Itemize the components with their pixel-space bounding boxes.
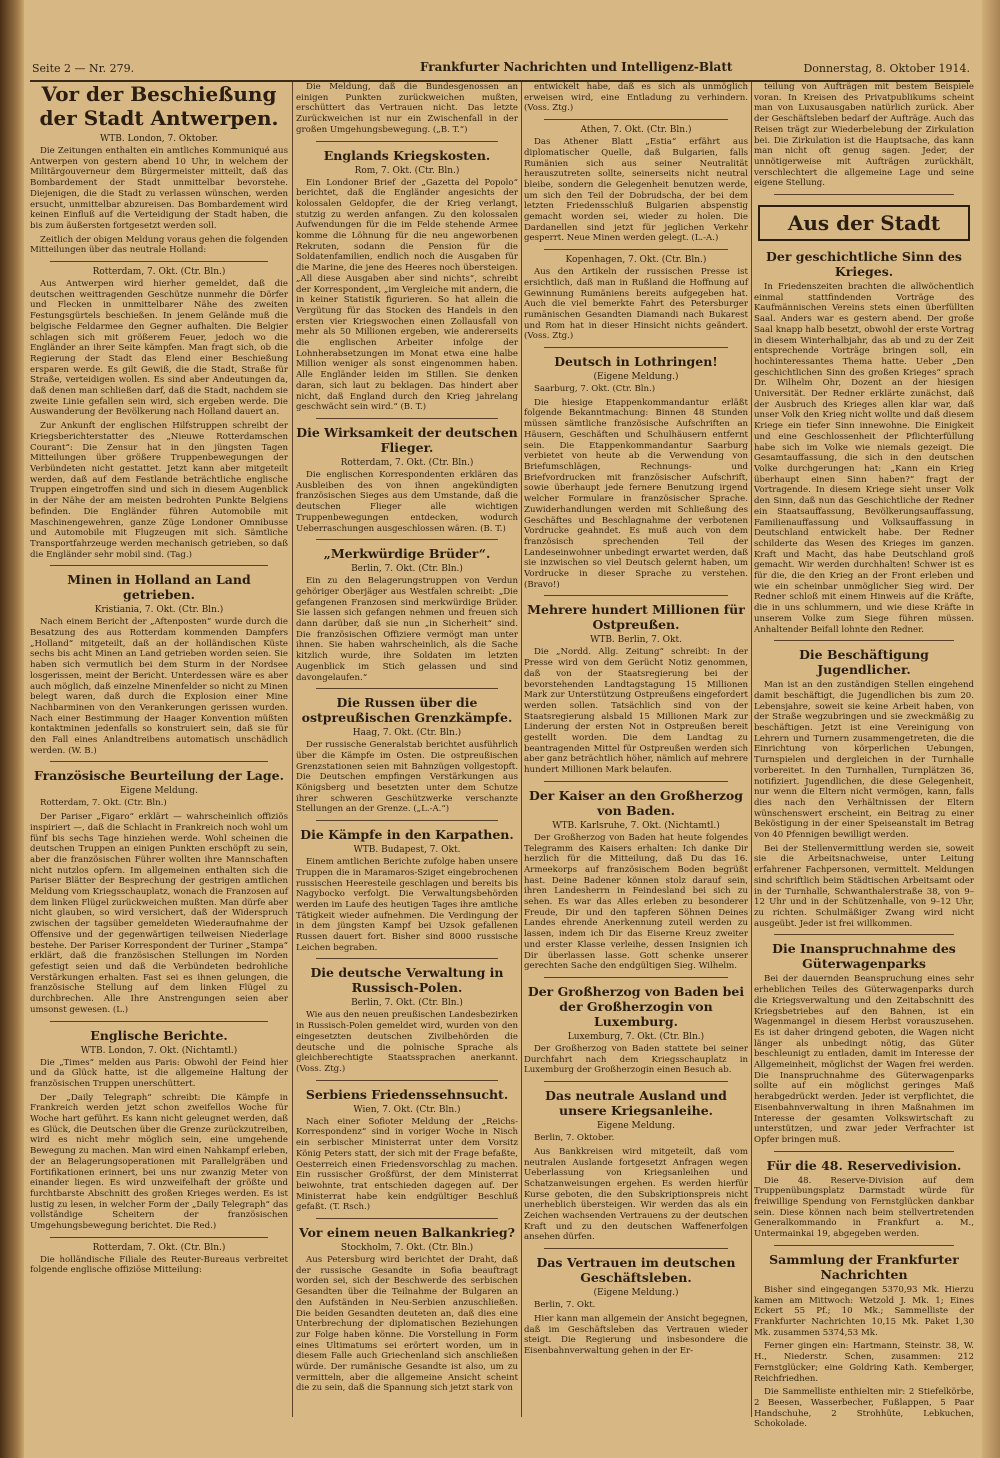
article-separator [316,688,498,689]
column-rule [292,82,293,1417]
article-paragraph: Berlin, 7. Oktober. [534,1133,615,1144]
section-heading: Aus der Stadt [758,205,970,241]
article-headline: Für die 48. Reservedivision. [766,1157,962,1173]
article-dateline: Berlin, 7. Okt. (Ctr. Bln.) [351,998,463,1009]
article-dateline: Luxemburg, 7. Okt. (Ctr. Bln.) [567,1032,705,1042]
article-paragraph: Nach einer Sofioter Meldung der „Reichs-Korrespondenz“ sind in voriger Woche in Nisch ein serbischer Ministerrat unter dem Vorsitz König Peters statt, der sich mit der Frage befaßte, Oesterreich einen Friedensvorschlag zu machen. Ein russischer Großfürst, der dem Ministerrat beiwohnte, trat entschieden dagegen auf. Der Ministerrat habe kein endgültiger Beschluß gefaßt. (T. Rsch.) [296,1116,518,1213]
article-paragraph: Aus Bankkreisen wird mitgeteilt, daß vom neutralen Auslande fortgesetzt Anfragen wegen Ueberlassung von Kriegsanleihen und Schatzanweisungen ergehen. Es werden hierfür Kurse geboten, die den Subskriptionspreis nicht unerheblich übersteigen. Wir werden das als ein Zeichen wachsenden Vertrauens zu der deutschen Kraft und zu den deutschen Waffenerfolgen ansehen dürfen. [524,1146,748,1243]
article [296,1225,518,1394]
page-edge [982,0,1000,1458]
article-headline: Die Kämpfe in den Karpathen. [300,827,514,843]
article-separator [544,347,728,348]
article-separator [50,565,268,566]
article-headline: Vor der Beschießung der Stadt Antwerpen. [39,82,279,130]
article [524,125,748,244]
article-paragraph: Der „Daily Telegraph“ schreibt: Die Kämpfe in Frankreich werden jetzt schon zweifellos Woche für Woche hart geführt. Es kann nicht geleugnet werden, daß es Glück, die Deutschen über die Grenze zurückzutreiben, wird es nicht mehr möglich sein, eine umgehende Bewegung zu machen. Man wird einen Nahkampf erleben, der an Belagerungsoperationen mit Parallelgräben und Fortifikationen erinnert, bei uns nur zwanzig Meter von einander liegen. Es wird unzweifelhaft der größte und furchtbarste Abschnitt des großen Krieges werden. Es ist lustig zu lesen, in welcher Form der „Daily Telegraph“ das vollständige Scheitern der französischen Umgehungsbewegung berichtet. Die Red.) [30,1092,288,1232]
article [754,249,974,635]
article-paragraph: Bei der Stellenvermittlung werden sie, soweit sie die Arbeitsnachweise, unter Leitung erfahrener Fachpersonen, vermittelt. Meldungen sind schriftlich beim Städtischen Arbeitsamt oder in der Turnhalle, Schwanthalerstraße 38, von 9–12 Uhr und in der Schützenhalle, von 9–12 Uhr, zu richten. Schulmäßiger Zwang wird nicht ausgeübt. Jeder ist frei willkommen. [754,843,974,929]
article-paragraph: Die „Nordd. Allg. Zeitung“ schreibt: In der Presse wird von dem Gerücht Notiz genommen, daß von der Staatsregierung bei der bevorstehenden Landtagstagung 15 Millionen Mark zur Unterstützung Ostpreußens eingefordert werden sollen. Tatsächlich sind von der Staatsregierung alsbald 15 Millionen Mark zur Linderung der ersten Not in Ostpreußen bereit gestellt worden. Die dem Landtag zu beantragenden Mittel für Ostpreußen werden sich aber ganz beträchtlich höher, nämlich auf mehrere hundert Millionen Mark belaufen. [524,647,748,776]
article-paragraph: In Friedenszeiten brachten die allwöchentlich einmal stattfindenden Vorträge des Kaufmännischen Vereins stets einen überfüllten Saal. Anders war es gestern abend. Der große Saal knapp halb besetzt, obwohl der erste Vortrag in diesem Winterhalbjahr, das ab und zu der Zeit entsprechende Vorträge bringen soll, ein hochinteressantes Thema hatte. Ueber „Den geschichtlichen Sinn des großen Krieges“ sprach Dr. Wilhelm Ohr, Dozent an der hiesigen Universität. Der Redner erklärte zunächst, daß der Ausbruch des Krieges allen klar war, daß unser Volk den Krieg nicht wollte und daß diesem Kriege ein tiefer Sinn innewohne. Die Einigkeit und eine Geschlossenheit der Pflichterfüllung habe sich im Volke wie niemals gezeigt. Die Gesamtauffassung, die sich in den deutschen Volke durchgerungen hat: „Kann ein Krieg überhaupt einen Sinn haben?“ fragt der Vortragende. In diesem Kriege sieht unser Volk den Sinn, daß nun das Geschichtliche der Redner ein Staatsauffassung, Bevölkerungsauffassung, Familienauffassung und Volksauffassung in Deutschland entwickelt habe. Der Redner schilderte das Wesen des Krieges im ganzen. Kraft und Macht, das habe Deutschland groß gemacht. Wir werden durchhalten! Schwer ist es für die, die den Krieg an der Front erleben und wie ein scheinbar unmöglicher Sieg wird. Der Redner schloß mit einem Hinweis auf die Kräfte, die in uns schlummern, und wie diese Kräfte in unserem Volke zum Siege führen müssen. Anhaltender Beifall lohnte den Redner. [754,282,974,635]
article-headline: Die Beschäftigung Jugendlicher. [799,647,929,678]
article-paragraph: Wie aus den neuen preußischen Landesbezirken in Russisch-Polen gemeldet wird, wurden von den eingesetzten deutschen Zivilbehörden die deutsche und die polnische Sprache als gleichberechtigte Staatssprachen anerkannt. (Voss. Ztg.) [296,1010,518,1074]
article-headline: Englands Kriegskosten. [323,147,491,163]
column-rule [521,82,522,1417]
page-number: Seite 2 — Nr. 279. [32,62,135,75]
article-headline: Sammlung der Frankfurter Nachrichten [769,1251,959,1282]
article [296,1087,518,1213]
article-paragraph: Aus den Artikeln der russischen Presse ist ersichtlich, daß man in Rußland die Hoffnung auf Gewinnung Rumäniens bereits aufgegeben hat. Auch die viel bemerkte Fahrt des Petersburger rumänischen Gesandten Diamandi nach Bukarest und Rom hat in dieser Hinsicht nichts geändert. (Voss. Ztg.) [524,267,748,342]
article-paragraph: Die Meldung, daß die Bundesgenossen an einigen Punkten zurückweichen mußten, erschüttert das Vertrauen nicht. Das letzte Zurückweichen ist nur ein Zwischenfall in der großen Umgehungsbewegung. („B. T.“) [296,82,518,135]
article [30,768,288,1015]
article [296,695,518,815]
column-2 [296,82,518,1422]
article-dateline: Stockholm, 7. Okt. (Ctr. Bln.) [340,1243,474,1254]
article-dateline: WTB. London, 7. Oktober. [99,134,219,144]
article-headline: Die Russen über die ostpreußischen Grenzkämpfe. [301,695,513,726]
article-paragraph: Die Sammelliste enthielten mir: 2 Stiefelkörbe, 2 Beesen, Wasserbecher, Fußlappen, 5 Paar Handschuhe, 2 Strohhüte, Lebkuchen, Schokolade. [754,1387,974,1430]
article [754,941,974,1145]
article-dateline: Rotterdam, 7. Okt. (Ctr. Bln.) [340,457,474,468]
article-separator [50,761,268,762]
article [30,82,288,256]
article-separator [544,249,728,250]
article-separator [544,1248,728,1249]
article-dateline: Athen, 7. Okt. (Ctr. Bln.) [580,125,692,136]
article-separator [50,1021,268,1022]
article-paragraph: Bei der dauernden Beanspruchung eines sehr erheblichen Teiles des Güterwagenparks durch die Kriegsverwaltung und den Zeitabschnitt des Kriegsbetriebes auf den Bahnen, ist ein Wagenmangel in diesem Herbst vorauszusehen. Es ist daher dringend geboten, die Wagen nicht länger als unbedingt nötig, das Güter beschleunigt zu entladen, damit im Interesse der Allgemeinheit, möglichst der Wagen frei werden. Die Inanspruchnahme des Güterwagenparks sollte auf ein möglichst geringes Maß herabgedrückt werden. Jeder ist verpflichtet, die Eisenbahnverwaltung in ihren Maßnahmen im Interesse der gesamten Volkswirtschaft zu unterstützen, und zwar jeder Verfrachter ist Opfer bringen muß. [754,974,974,1145]
article-paragraph: Die hiesige Etappenkommandantur erläßt folgende Bekanntmachung: Binnen 48 Stunden müssen sämtliche französische Aufschriften an Häusern, Geschäften und Schulhäusern entfernt sein. Die Etappenkommandantur Saarburg verbietet von heute ab die Verwendung von Briefumschlägen, Rechnungs- und Briefvordrucken mit französischer Aufschrift, sowie überhaupt jede fernere Benutzung irgend welcher Formulare in französischer Sprache. Zuwiderhandlungen werden mit Schließung des Geschäftes und Beschlagnahme der verbotenen Vordrucke geahndet. Es muß auch von dem französisch sprechenden Teil der Landeseinwohner unbedingt erwartet werden, daß sie inzwischen so viel Deutsch gelernt haben, um Vordrucke in dieser Sprache zu verstehen. (Bravo!) [524,397,748,590]
article-headline: Das Vertrauen im deutschen Geschäftsleben. [536,1255,736,1286]
article-paragraph: Der Pariser „Figaro“ erklärt — wahrscheinlich offiziös inspiriert —, daß die Schlacht in Frankreich noch wohl um fünf bis sechs Tage hinziehen werde. Wohl scheinen die deutschen Truppen an einigen Punkten erschöpft zu sein, aber die französischen Führer wollten ihre Mannschaften nicht nutzlos opfern. Im allgemeinen enthalten sich die Pariser Blätter der Besprechung der gestrigen amtlichen Meldung vom Kriegsschauplatz, wonach die Franzosen auf dem linken Flügel zurückweichen mußten. Man dürfe aber nicht glauben, so wird versichert, daß der Widerspruch zwischen der tagsüber gemeldeten Wiederaufnahme der Offensive und der gegenwärtigen teilweisen Niederlage bestehe. Der Pariser Korrespondent der Turiner „Stampa“ erklärt, daß die französischen Stellungen im Norden gefestigt seien und daß die Verbündeten bedrohliche Verstärkungen erhalten. Fast sei es ihnen gelungen, die französische Stellung auf dem linken Flügel zu durchbrechen. Alle Ihre Anstrengungen seien aber umsonst gewesen. (L.) [30,812,288,1015]
article-separator [544,977,728,978]
article-dateline: Kristiania, 7. Okt. (Ctr. Bln.) [94,605,224,616]
article-separator [50,1237,268,1238]
article [30,572,288,756]
article-headline: „Merkwürdige Brüder“. [323,546,491,562]
article [524,255,748,342]
article-paragraph: Die „Times“ melden aus Paris: Obwohl der Feind hier und da Glück hatte, ist die allgemeine Haltung der französischen Truppen unerschüttert. [30,1057,288,1089]
article [754,82,974,189]
article-headline: Minen in Holland an Land getrieben. [67,572,251,603]
column-4 [754,82,974,1430]
article-headline: Deutsch in Lothringen! [554,354,718,370]
article-paragraph: entwickelt habe, daß es sich als unmöglich erweisen wird, eine Entladung zu verhindern. (Voss. Ztg.) [524,82,748,114]
page-header [30,58,970,82]
article-paragraph: Nach einem Bericht der „Aftenposten“ wurde durch die Besatzung des aus Rotterdam kommenden Dampfers „Holland“ mitgeteilt, daß an der holländischen Küste sechs bis acht Minen an Land getrieben worden seien. Sie haben sich vermutlich bei dem Sturm in der Nordsee losgerissen, meint der Bericht. Unterdessen wäre es aber auch möglich, daß einzelne Minenfelder so nicht zu Minen belegt waren, daß durch die Explosion einer Mine Nachbarminen von den Verankerungen gerissen wurden. Nach einer Bestimmung der Haager Konvention müßten kontaktminen jedenfalls so konstruiert sein, daß sie für den Fall eines Anlandtreibens automatisch unschädlich werden. (W. B.) [30,617,288,756]
article-separator [544,119,728,120]
article [524,788,748,972]
article-headline: Französische Beurteilung der Lage. [34,768,284,784]
article-separator [544,781,728,782]
article-dateline: WTB. Berlin, 7. Okt. [590,635,682,646]
article-dateline: WTB. London, 7. Okt. (Nichtamtl.) [80,1045,238,1056]
book-spine [0,0,24,1458]
article-separator [316,958,498,959]
article-paragraph: Rotterdam, 7. Okt. (Ctr. Bln.) [40,798,167,809]
article [30,1243,288,1276]
article-paragraph: Der Großherzog von Baden hat heute folgendes Telegramm des Kaisers erhalten: Ich danke Dir herzlich für die Mitteilung, daß Du das 16. Armeekorps auf französischem Boden begrüßt hast. Deine Badener können stolz darauf sein, ihren Landesherrn in Feindesland bei sich zu sehen. Es war das Alles erleben zu besonderer Freude, Dir und den tapferen Söhnen Deines Landes ehrende Anerkennung zuteil werden zu lassen, indem ich Dir das Eiserne Kreuz zweiter und erster Klasse verleihe, dessen Insignien ich Dir überlassen lasse. Gott schenke unserer gerechten Sache den endgültigen Sieg. Wilhelm. [524,832,748,972]
column-rule [751,82,752,1417]
article-headline: Der Großherzog von Baden bei der Großherzogin von Luxemburg. [527,984,745,1029]
article-paragraph: Das Athener Blatt „Estia“ erfährt aus diplomatischer Quelle, daß Bulgarien, falls Rumänien sich aus seiner Neutralität herauszutreten sollte, seinerseits nicht neutral bleibe, sondern die Gelegenheit benutzen werde, um sich den Teil der Dobrudscha, der bei dem letzten Friedensschluß Bulgarien abspenstig gemacht worden sei, wieder zu holen. Die Dardanellen sind jetzt für jeglichen Verkehr gesperrt. Neue Minen werden gelegt. (L.-A.) [524,137,748,244]
article-headline: Das neutrale Ausland und unsere Kriegsanleihe. [545,1088,727,1119]
article-dateline: Kopenhagen, 7. Okt. (Ctr. Bln.) [565,255,707,266]
article-paragraph: Die holländische Filiale des Reuter-Bureaus verbreitet folgende englische offiziöse Mitteilung: [30,1254,288,1276]
article [524,354,748,590]
article-dateline: Rotterdam, 7. Okt. (Ctr. Bln.) [92,1242,226,1253]
article [754,647,974,929]
article-paragraph: Zeitlich der obigen Meldung voraus gehen die folgenden Mitteilungen über das neutrale Holland: [30,234,288,256]
article-paragraph: teilung von Aufträgen mit bestem Beispiele voran. In Kreisen des Privatpublikums scheint man von Luxusausgaben natürlich zurück. Aber der Geschäftsleben bedarf der Aufträge. Auch das Reisen trägt zur Wiederbelebung der Zirkulation bei. Die Zirkulation ist die Hauptsache, das kann man nicht oft genug sagen. Jeder, der unnötigerweise mit Aufträgen zurückhält, verschlechtert die allgemeine Lage und seine eigene Stellung. [754,82,974,189]
article-headline: Englische Berichte. [90,1027,228,1043]
article [296,827,518,953]
article-paragraph: Ein Londoner Brief der „Gazetta del Popolo“ berichtet, daß die Engländer angesichts der kolossalen Geldopfer, die der Krieg verlangt, stutzig zu werden anfangen. Zu den kolossalen Aufwendungen für die im Felde stehende Armee komme die Löhnung für die neu angeworbenen Rekruten, sodann die Pension für die Soldatenfamilien, endlich noch die Ausgaben für die Marine, die jene des Heeres noch übersteigen. „All diese Ausgaben aber sind nichts“, schreibt der Korrespondent, „im Vergleiche mit andern, die in keiner Statistik figurieren. So hat allein die Vergütung für das Stocken des Handels in den ersten vier Kriegswochen einen Zollausfall von mehr als 50 Millionen ergeben, wie andererseits die englischen Arbeiter infolge der Lohnherabsetzungen im Monat etwa eine halbe Million weniger als sonst eingenommen haben. Alle Engländer leiden im Stillen. Sie denken daran, sich laut zu beklagen. Das hindert aber nicht, daß England durch den Krieg jahrelang geschwächt sein wird.“ (B. T.) [296,177,518,413]
article-paragraph: Ein zu den Belagerungstruppen von Verdun gehöriger Oberjäger aus Westfalen schreibt: „Die gefangenen Franzosen sind merkwürdige Brüder. Sie lassen sich gefangen nehmen und freuen sich dann darüber, daß sie nun „in Sicherheit“ sind. Die französischen Offiziere vermögt man unter ihnen. Sie haben wahrscheinlich, als die Sache kitzlich wurde, ihre Soldaten im letzten Augenblick im Stich gelassen und sind davongelaufen.“ [296,576,518,683]
column-3 [524,82,748,1422]
article-paragraph: Hier kann man allgemein der Ansicht begegnen, daß im Geschäftsleben das Vertrauen wieder steigt. Die Regierung und insbesondere die Eisenbahnverwaltung gehen in der Er- [524,1313,748,1356]
article-headline: Mehrere hundert Millionen für Ostpreußen. [527,602,745,633]
article [30,1028,288,1232]
article-separator [316,1080,498,1081]
article-dateline: Haag, 7. Okt. (Ctr. Bln.) [352,728,462,739]
article-paragraph: Man ist an den zuständigen Stellen eingehend damit beschäftigt, die Jugendlichen bis zum 20. Lebensjahre, soweit sie keine Arbeit haben, von der Straße wegzubringen und sie zweckmäßig zu beschäftigen. Jetzt ist eine Vereinigung von Lehrern und Turnern zusammengetreten, die die Einrichtung von körperlichen Uebungen, Turnspielen und dergleichen in der Turnhalle vorbereitet. In den Turnhallen, Turnplätzen 36, notifiziert. Jugendlichen, die diese Gelegenheit, nur wenn die Eltern nicht vermögen, kann, falls dies nach den Verhältnissen der Eltern wünschenswert erscheint, ein Beitrag zu einer Beköstigung in der einer Speiseanstalt im Betrag von 40 Pfennigen bewilligt werden. [754,680,974,841]
article-paragraph: Aus Antwerpen wird hierher gemeldet, daß die deutschen weittragenden Geschütze nunmehr die Dörfer und Flecken in unmittelbarer Nähe des zweiten Festungsgürtels beschießen. In jenem Gelände muß die belgische Feldarmee den Gegner aufhalten. Die Belgier schlagen sich mit größerem Feuer, jedoch wo die Engländer an ihrer Seite kämpfen. Man fragt sich, ob die Regierung der Stadt das Elend einer Beschießung ersparen werde. Es gilt Gewiß, die die Stadt, Straße für Straße, verteidigen wollen. Es sind aber Andeutungen da, daß denen man schließen darf, daß die Stadt, nachdem sie zweite Linie gefallen sein wird, sich ergeben werde. Die Auswanderung der Bevölkerung nach Holland dauert an. [30,279,288,418]
article-separator [774,1245,954,1246]
article-separator [316,1218,498,1219]
article-paragraph: Ferner gingen ein: Hartmann, Steinstr. 38, W. H., Niederstr. Schen, zusammen: 212 Fernstglücker; eine Goldring Kath. Kemberger, Reichfriedhen. [754,1341,974,1384]
article-separator [316,418,498,419]
article [296,148,518,413]
article [296,425,518,534]
article-separator [316,820,498,821]
article-paragraph: Bisher sind eingegangen 5370,93 Mk. Hierzu kamen am Mittwoch: Wetzold J. Mk. 1; Eines Eckert 55 Pf.; 10 Mk.; Sammelliste der Frankfurter Nachrichten 10,15 Mk. Paket 1,30 Mk. zusammen 5374,53 Mk. [754,1284,974,1338]
article-separator [774,1151,954,1152]
article-separator [544,595,728,596]
article-headline: Der geschichtliche Sinn des Krieges. [766,249,962,280]
article-dateline: Rotterdam, 7. Okt. (Ctr. Bln.) [92,267,226,278]
article-paragraph: Berlin, 7. Okt. [534,1300,596,1311]
article [296,82,518,136]
article-separator [774,194,954,195]
masthead: Frankfurter Nachrichten und Intelligenz-Blatt [420,60,733,74]
article-headline: Serbiens Friedenssehnsucht. [305,1086,509,1102]
article-paragraph: Zur Ankunft der englischen Hilfstruppen schreibt der Kriegsberichterstatter des „Nieuwe Rotterdamschen Courant“: Die Zensur hat in den jüngsten Tagen Mitteilungen über größere Truppenbewegungen der Verbündeten nicht gestattet. Jetzt kann aber mitgeteilt werden, daß auf dem Festlande beträchtliche englische Truppen eingetroffen sind und sich in diesem Augenblick in der Nähe der am meisten bedrohten Punkte Belgiens befinden. Die Engländer führen Automobile mit Maschinengewehren, ganze Züge Londoner Omnibusse und Automobile mit Flugzeugen mit sich. Sämtliche Transportfahrzeuge werden mechanisch getrieben, so daß die Engländer sehr mobil sind. (Tag.) [30,421,288,560]
article-paragraph: Die Zeitungen enthalten ein amtliches Kommuniqué aus Antwerpen von gestern abend 10 Uhr, in welchem der Militärgouverneur dem Bürgermeister mitteilt, daß das Bombardement der Stadt unmittelbar bevorstehe. Diejenigen, die die Stadt zu verlassen wünschen, werden ersucht, unmittelbar abzureisen. Das Bombardement wird keinen Einfluß auf die Verteidigung der Stadt haben, die bis zum äußersten fortgesetzt werden soll. [30,146,288,231]
article-dateline: (Eigene Meldung.) [593,1288,679,1299]
article-dateline: WTB. Budapest, 7. Okt. [353,845,461,856]
article [296,546,518,683]
article-separator [774,934,954,935]
article-dateline: WTB. Karlsruhe, 7. Okt. (Nichtamtl.) [552,820,720,831]
article-headline: Vor einem neuen Balkankrieg? [299,1225,515,1241]
article-dateline: Rom, 7. Okt. (Ctr. Bln.) [354,165,460,176]
article-paragraph: Saarburg, 7. Okt. (Ctr. Bln.) [534,384,656,395]
article [524,82,748,114]
article-separator [774,640,954,641]
article-headline: Die Wirksamkeit der deutschen Flieger. [296,424,518,455]
article-separator [316,539,498,540]
article-paragraph: Der Großherzog von Baden stattete bei seiner Durchfahrt nach dem Kriegsschauplatz in Luxemburg der Großherzogin einen Besuch ab. [524,1044,748,1076]
article-paragraph: Die 48. Reserve-Division auf dem Truppenübungsplatz Darmstadt würde für freiwillige Spendung von Fernstglücken dankbar sein. Diese können nach beim stellvertretenden Generalkommando in Frankfurt a. M., Untermainkai 19, abgegeben werden. [754,1175,974,1240]
article-paragraph: Aus Petersburg wird berichtet der Draht, daß der russische Gesandte in Sofia beauftragt worden sei, sich der Beschwerde des serbischen Gesandten über die Teilnahme der Bulgaren an den Aufständen in Neu-Serbien anzuschließen. Die beiden Gesandten deuteten an, daß dies eine Unterbrechung der diplomatischen Beziehungen zur Folge haben könne. Die Vorstellung in Form eines Ultimatums sei erörtert worden, um in diesem Falle auch Griechenland sich anschließen würde. Der rumänische Gesandte ist also, um zu vermitteln, aber die allgemeine Ansicht scheint die zu sein, daß die Spannung sich jetzt stark von [296,1255,518,1394]
article-paragraph: Die englischen Korrespondenten erklären das Ausbleiben des von ihnen angekündigten französischen Sieges aus dem Umstande, daß die deutschen Flieger alle wichtigen Truppenbewegungen entdecken, wodurch Ueberraschungen ausgeschlossen wären. (B. T.) [296,469,518,534]
article-headline: Die deutsche Verwaltung in Russisch-Polen. [310,965,504,996]
article [754,205,974,241]
article-separator [544,1081,728,1082]
article-dateline: Wien, 7. Okt. (Ctr. Bln.) [353,1104,461,1115]
article [754,1252,974,1430]
article-headline: Die Inanspruchnahme des Güterwagenparks [772,941,956,972]
article-separator [316,141,498,142]
article-dateline: Eigene Meldung. [597,1121,675,1132]
article [524,1088,748,1243]
article [296,965,518,1074]
article-separator [50,261,268,262]
issue-date: Donnerstag, 8. Oktober 1914. [803,62,970,75]
article [524,602,748,775]
article-dateline: (Eigene Meldung.) [593,372,679,383]
article-headline: Der Kaiser an den Großherzog von Baden. [529,787,743,818]
article [524,984,748,1076]
article-paragraph: Der russische Generalstab berichtet ausführlich über die Kämpfe im Osten. Die ostpreußischen Grenzstationen seien mit Bahnzügen vollgestopft. Die Deutschen empfingen Verstärkungen aus Königsberg und besetzten unter dem Schutze ihrer schweren Geschützwerke verschanzte Stellungen an der Grenze. („L.-A.“) [296,740,518,815]
column-1 [30,82,288,1422]
article [754,1158,974,1240]
article-paragraph: Einem amtlichen Berichte zufolge haben unsere Truppen die in Maramaros-Sziget eingebrochenen russischen Heeresteile geschlagen und bereits bis Nagybocko verfolgt. Die Verwaltungsbehörden werden im Laufe des heutigen Tages ihre amtliche Tätigkeit wieder aufnehmen. Die Verdingung der in dem jüngsten Kampf bei Uzsok gefallenen Russen dauert fort. Bisher sind 8000 russische Leichen begraben. [296,857,518,953]
article-dateline: Eigene Meldung. [120,786,198,797]
article [30,267,288,560]
article-dateline: Berlin, 7. Okt. (Ctr. Bln.) [351,564,463,575]
article [524,1255,748,1357]
